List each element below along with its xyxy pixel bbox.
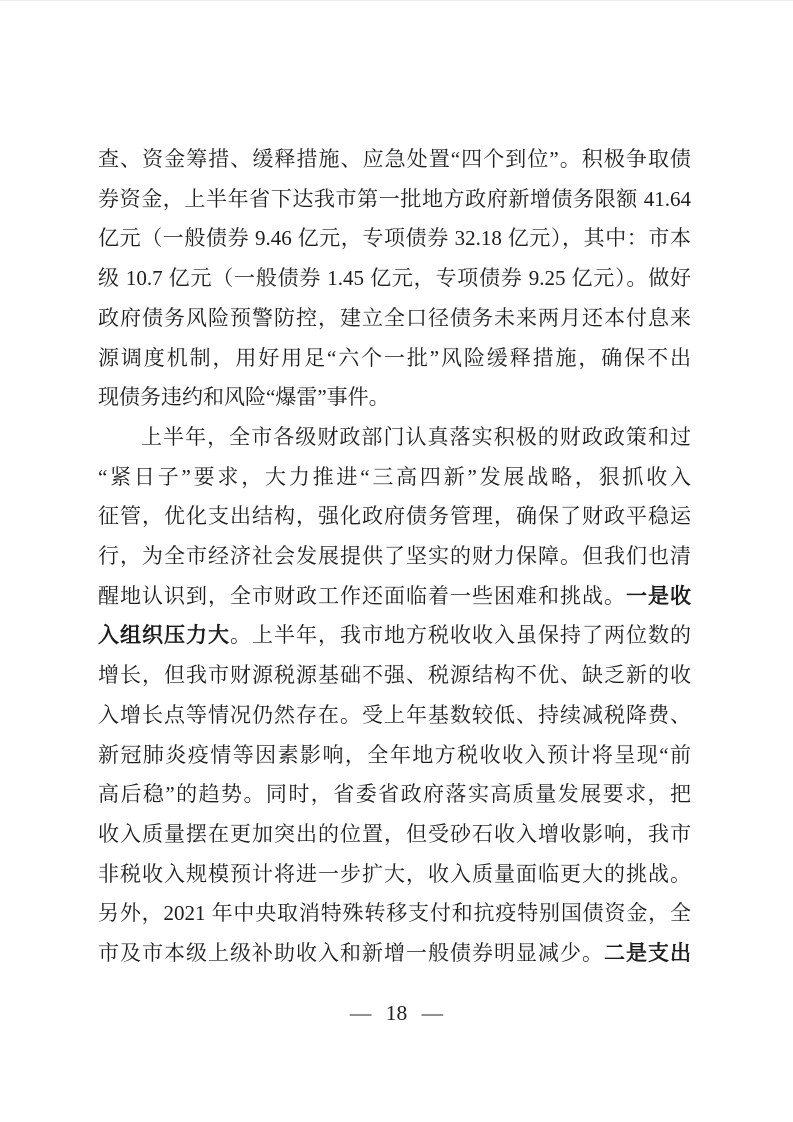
text-run: 征管，优化支出结构，强化政府债务管理，确保了财政平稳运 [98, 504, 691, 529]
text-run: 醒地认识到，全市财政工作还面临着一些困难和挑战。 [98, 583, 626, 608]
text-run: 。上半年，我市地方税收收入虽保持了两位数的 [230, 623, 691, 648]
document-line [98, 537, 691, 577]
page-number: — 18 — [349, 1001, 444, 1025]
text-run: 高后稳”的趋势。同时，省委省政府落实高质量发展要求，把 [98, 782, 691, 807]
document-line [98, 140, 691, 180]
document-line [98, 259, 691, 299]
page-footer [0, 1000, 793, 1026]
document-line [98, 180, 691, 220]
document-line [98, 934, 691, 974]
text-run: 政府债务风险预警防控，建立全口径债务未来两月还本付息来 [98, 305, 691, 330]
document-line [98, 378, 691, 418]
document-line [98, 736, 691, 776]
document-line [98, 775, 691, 815]
text-run: 非税收入规模预计将进一步扩大，收入质量面临更大的挑战。 [98, 861, 691, 886]
text-run: 行，为全市经济社会发展提供了坚实的财力保障。但我们也清 [98, 544, 691, 569]
document-body [98, 140, 691, 974]
document-line [98, 855, 691, 895]
text-run: 现债务违约和风险“爆雷”事件。 [98, 385, 390, 410]
text-run: “紧日子”要求，大力推进“三高四新”发展战略，狠抓收入 [98, 464, 691, 489]
text-run: 上半年，全市各级财政部门认真落实积极的财政政策和过 [141, 424, 691, 449]
text-run: 券资金，上半年省下达我市第一批地方政府新增债务限额 41.64 [98, 186, 691, 211]
document-line [98, 696, 691, 736]
document-line [98, 894, 691, 934]
document-line [98, 219, 691, 259]
text-run: 源调度机制，用好用足“六个一批”风险缓释措施，确保不出 [98, 345, 691, 370]
text-run: 级 10.7 亿元（一般债券 1.45 亿元，专项债券 9.25 亿元）。做好 [98, 266, 691, 291]
document-line [98, 418, 691, 458]
document-line [98, 299, 691, 339]
text-run: 查、资金筹措、缓释措施、应急处置“四个到位”。积极争取债 [98, 147, 691, 171]
document-line [98, 815, 691, 855]
text-run: 入增长点等情况仍然存在。受上年基数较低、持续减税降费、 [98, 702, 691, 727]
bold-text-run: 入组织压力大 [98, 623, 230, 648]
document-line [98, 616, 691, 656]
document-line [98, 577, 691, 617]
document-line [98, 656, 691, 696]
text-run: 市及市本级上级补助收入和新增一般债券明显减少。 [98, 941, 604, 966]
document-line [98, 458, 691, 498]
text-run: 另外，2021 年中央取消特殊转移支付和抗疫特别国债资金，全 [98, 901, 691, 926]
document-line [98, 339, 691, 379]
bold-text-run: 一是收 [626, 583, 691, 608]
text-run: 增长，但我市财源税源基础不强、税源结构不优、缺乏新的收 [98, 663, 691, 688]
text-run: 收入质量摆在更加突出的位置，但受砂石收入增收影响，我市 [98, 821, 691, 846]
text-run: 新冠肺炎疫情等因素影响，全年地方税收收入预计将呈现“前 [98, 742, 691, 767]
document-line [98, 497, 691, 537]
text-run: 亿元（一般债券 9.46 亿元，专项债券 32.18 亿元），其中：市本 [98, 226, 691, 251]
bold-text-run: 二是支出 [604, 941, 691, 966]
